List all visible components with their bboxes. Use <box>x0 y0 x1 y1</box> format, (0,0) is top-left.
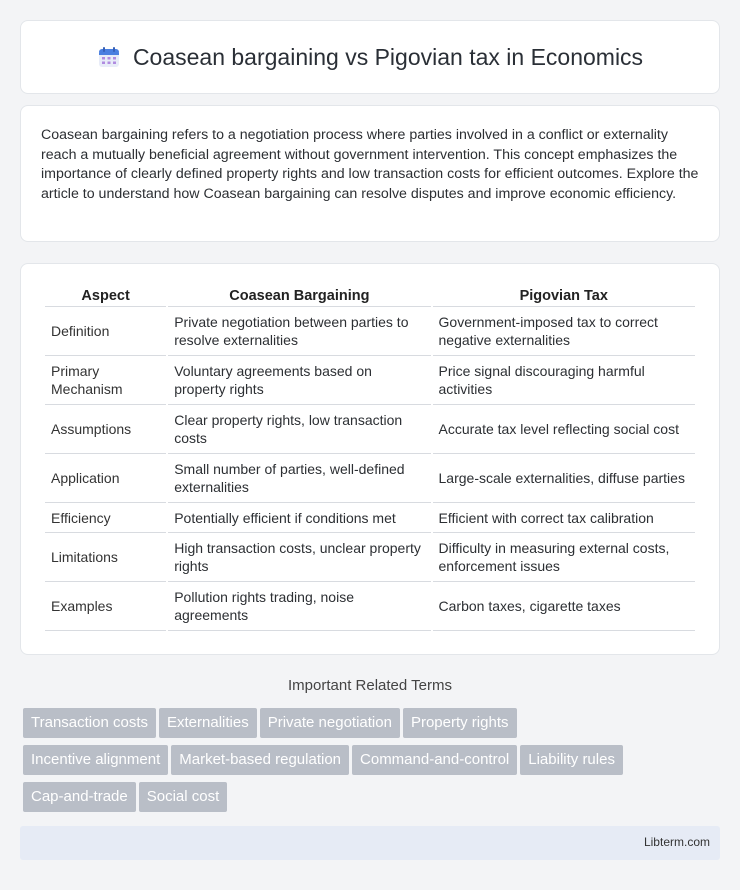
tag-social-cost[interactable]: Social cost <box>139 782 228 812</box>
header-aspect: Aspect <box>45 284 166 307</box>
table-row <box>45 405 695 454</box>
related-terms-list <box>23 708 723 819</box>
cell-pigovian: Large-scale externalities, diffuse parties <box>433 454 695 503</box>
tag-liability-rules[interactable]: Liability rules <box>520 745 623 775</box>
table-row <box>45 582 695 631</box>
header-coasean: Coasean Bargaining <box>168 284 430 307</box>
cell-pigovian: Difficulty in measuring external costs, enforcement issues <box>433 533 695 582</box>
footer-site-link[interactable]: Libterm.com <box>643 835 710 849</box>
cell-pigovian: Carbon taxes, cigarette taxes <box>433 582 695 631</box>
tag-private-negotiation[interactable]: Private negotiation <box>260 708 400 738</box>
related-terms-heading: Important Related Terms <box>288 677 452 694</box>
cell-aspect: Examples <box>45 582 166 631</box>
cell-pigovian: Government-imposed tax to correct negative externalities <box>433 307 695 356</box>
tag-market-based-regulation[interactable]: Market-based regulation <box>171 745 349 775</box>
cell-aspect: Primary Mechanism <box>45 356 166 405</box>
cell-pigovian: Accurate tax level reflecting social cost <box>433 405 695 454</box>
cell-aspect: Limitations <box>45 533 166 582</box>
cell-coasean: Voluntary agreements based on property rights <box>168 356 430 405</box>
table-row <box>45 307 695 356</box>
tag-transaction-costs[interactable]: Transaction costs <box>23 708 156 738</box>
tag-incentive-alignment[interactable]: Incentive alignment <box>23 745 168 775</box>
cell-aspect: Application <box>45 454 166 503</box>
cell-coasean: Pollution rights trading, noise agreements <box>168 582 430 631</box>
table-row <box>45 503 695 533</box>
cell-coasean: High transaction costs, unclear property rights <box>168 533 430 582</box>
comparison-card <box>20 263 720 655</box>
cell-coasean: Small number of parties, well-defined externalities <box>168 454 430 503</box>
table-row <box>45 454 695 503</box>
intro-paragraph: Coasean bargaining refers to a negotiation process where parties involved in a conflict or externality reach a mutually beneficial agreement without government intervention. This concept emphasizes the importance of clearly defined property rights and low transaction costs for efficient outcomes. Explore the article to understand how Coasean bargaining can resolve disputes and improve economic efficiency. <box>41 127 699 202</box>
header-card <box>20 20 720 94</box>
cell-coasean: Potentially efficient if conditions met <box>168 503 430 533</box>
cell-pigovian: Efficient with correct tax calibration <box>433 503 695 533</box>
cell-coasean: Private negotiation between parties to resolve externalities <box>168 307 430 356</box>
cell-aspect: Assumptions <box>45 405 166 454</box>
cell-aspect: Efficiency <box>45 503 166 533</box>
page-title: Coasean bargaining vs Pigovian tax in Economics <box>132 43 644 70</box>
footer-bar <box>20 826 720 860</box>
tag-command-and-control[interactable]: Command-and-control <box>352 745 517 775</box>
table-row <box>45 356 695 405</box>
tag-externalities[interactable]: Externalities <box>159 708 257 738</box>
cell-aspect: Definition <box>45 307 166 356</box>
tag-cap-and-trade[interactable]: Cap-and-trade <box>23 782 136 812</box>
cell-pigovian: Price signal discouraging harmful activities <box>433 356 695 405</box>
calendar-icon <box>97 45 121 69</box>
table-row <box>45 533 695 582</box>
table-header-row <box>45 284 695 307</box>
cell-coasean: Clear property rights, low transaction costs <box>168 405 430 454</box>
intro-card <box>20 105 720 242</box>
tag-property-rights[interactable]: Property rights <box>403 708 517 738</box>
header-pigovian: Pigovian Tax <box>433 284 695 307</box>
comparison-table <box>43 284 697 631</box>
